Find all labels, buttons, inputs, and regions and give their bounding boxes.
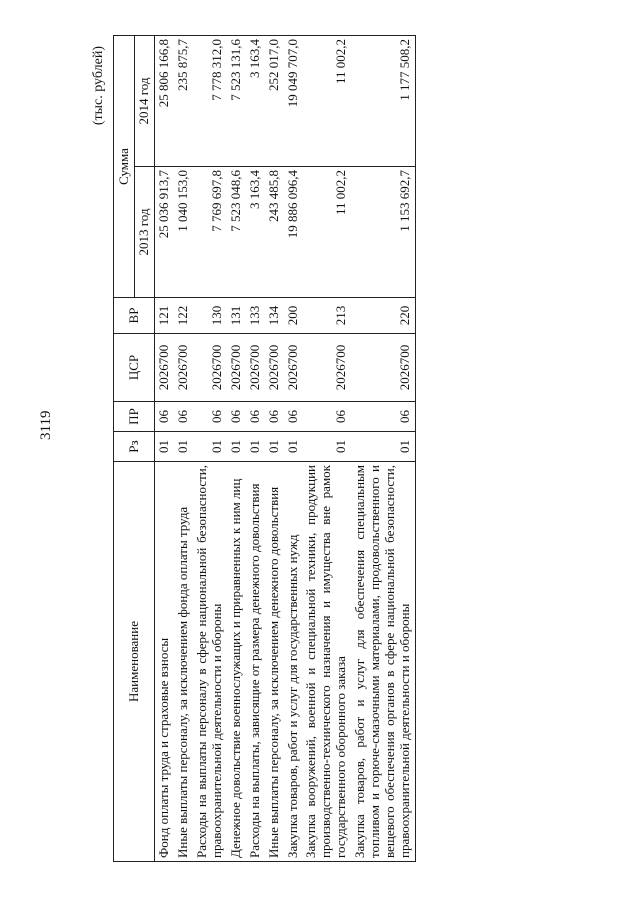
units-note: (тыс. рублей) [91,46,106,126]
row-name: Иные выплаты персоналу, за исключением фонда оплаты труда [174,462,193,862]
row-name: Денежное довольствие военнослужащих и приравненных к ним лиц [227,462,246,862]
row-2013: 1 040 153,0 [174,167,193,298]
row-csr: 2026700 [265,334,284,402]
table-row [193,36,227,862]
header-vr: ВР [114,298,155,334]
row-2014: 1 177 508,2 [351,36,415,167]
row-name: Расходы на выплаты, зависящие от размера денежного довольствия [246,462,265,862]
row-rz: 01 [246,432,265,462]
row-name: Иные выплаты персоналу, за исключением денежного довольствия [265,462,284,862]
table-row [351,36,415,862]
row-rz: 01 [193,432,227,462]
row-csr: 2026700 [227,334,246,402]
row-rz: 01 [284,432,303,462]
row-vr: 220 [351,298,415,334]
row-pr: 06 [351,402,415,432]
row-name: Закупка вооружений, военной и специальной техники, продукции производственно-технического назначения и имущества вне рамок государственного оборонного заказа [302,462,351,862]
row-2014: 25 806 166,8 [154,36,173,167]
row-pr: 06 [174,402,193,432]
row-vr: 213 [302,298,351,334]
table-row [174,36,193,862]
header-sum: Сумма [114,36,135,298]
row-rz: 01 [302,432,351,462]
row-2013: 1 153 692,7 [351,167,415,298]
row-rz: 01 [227,432,246,462]
row-name: Расходы на выплаты персоналу в сфере национальной безопасности, правоохранительной деятельности и обороны [193,462,227,862]
row-2013: 19 886 096,4 [284,167,303,298]
row-pr: 06 [246,402,265,432]
row-csr: 2026700 [154,334,173,402]
header-pr: ПР [114,402,155,432]
row-pr: 06 [302,402,351,432]
row-vr: 130 [193,298,227,334]
row-pr: 06 [284,402,303,432]
row-vr: 131 [227,298,246,334]
row-pr: 06 [193,402,227,432]
rotated-page-content [91,36,613,862]
table-row [284,36,303,862]
row-2013: 243 485,8 [265,167,284,298]
row-pr: 06 [265,402,284,432]
table-row [302,36,351,862]
row-csr: 2026700 [174,334,193,402]
row-2013: 25 036 913,7 [154,167,173,298]
table-row [246,36,265,862]
row-2014: 235 875,7 [174,36,193,167]
row-name: Закупка товаров, работ и услуг для государственных нужд [284,462,303,862]
row-rz: 01 [154,432,173,462]
table-row [227,36,246,862]
header-2014: 2014 год [135,36,155,167]
row-2014: 19 049 707,0 [284,36,303,167]
row-vr: 200 [284,298,303,334]
row-pr: 06 [227,402,246,432]
header-name: Наименование [114,462,155,862]
header-rz: Рз [114,432,155,462]
page-number: 3119 [38,410,54,440]
row-2014: 252 017,0 [265,36,284,167]
row-rz: 01 [265,432,284,462]
row-pr: 06 [154,402,173,432]
row-rz: 01 [174,432,193,462]
row-2014: 3 163,4 [246,36,265,167]
row-2014: 11 002,2 [302,36,351,167]
row-csr: 2026700 [302,334,351,402]
row-2014: 7 778 312,0 [193,36,227,167]
table-row [154,36,173,862]
row-vr: 121 [154,298,173,334]
row-vr: 134 [265,298,284,334]
row-name: Фонд оплаты труда и страховые взносы [154,462,173,862]
header-csr: ЦСР [114,334,155,402]
table-row [265,36,284,862]
row-2013: 7 523 048,6 [227,167,246,298]
row-csr: 2026700 [351,334,415,402]
header-2013: 2013 год [135,167,155,298]
row-2014: 7 523 131,6 [227,36,246,167]
row-csr: 2026700 [246,334,265,402]
row-name: Закупка товаров, работ и услуг для обеспечения специальным топливом и горюче-смазочными материалами, продовольственного и вещевого обеспечения органов в сфере национальной безопасности, правоохранительной деятельности и обороны [351,462,415,862]
row-vr: 122 [174,298,193,334]
budget-table [113,35,416,862]
row-2013: 11 002,2 [302,167,351,298]
row-csr: 2026700 [193,334,227,402]
row-vr: 133 [246,298,265,334]
row-2013: 3 163,4 [246,167,265,298]
row-csr: 2026700 [284,334,303,402]
row-2013: 7 769 697,8 [193,167,227,298]
row-rz: 01 [351,432,415,462]
